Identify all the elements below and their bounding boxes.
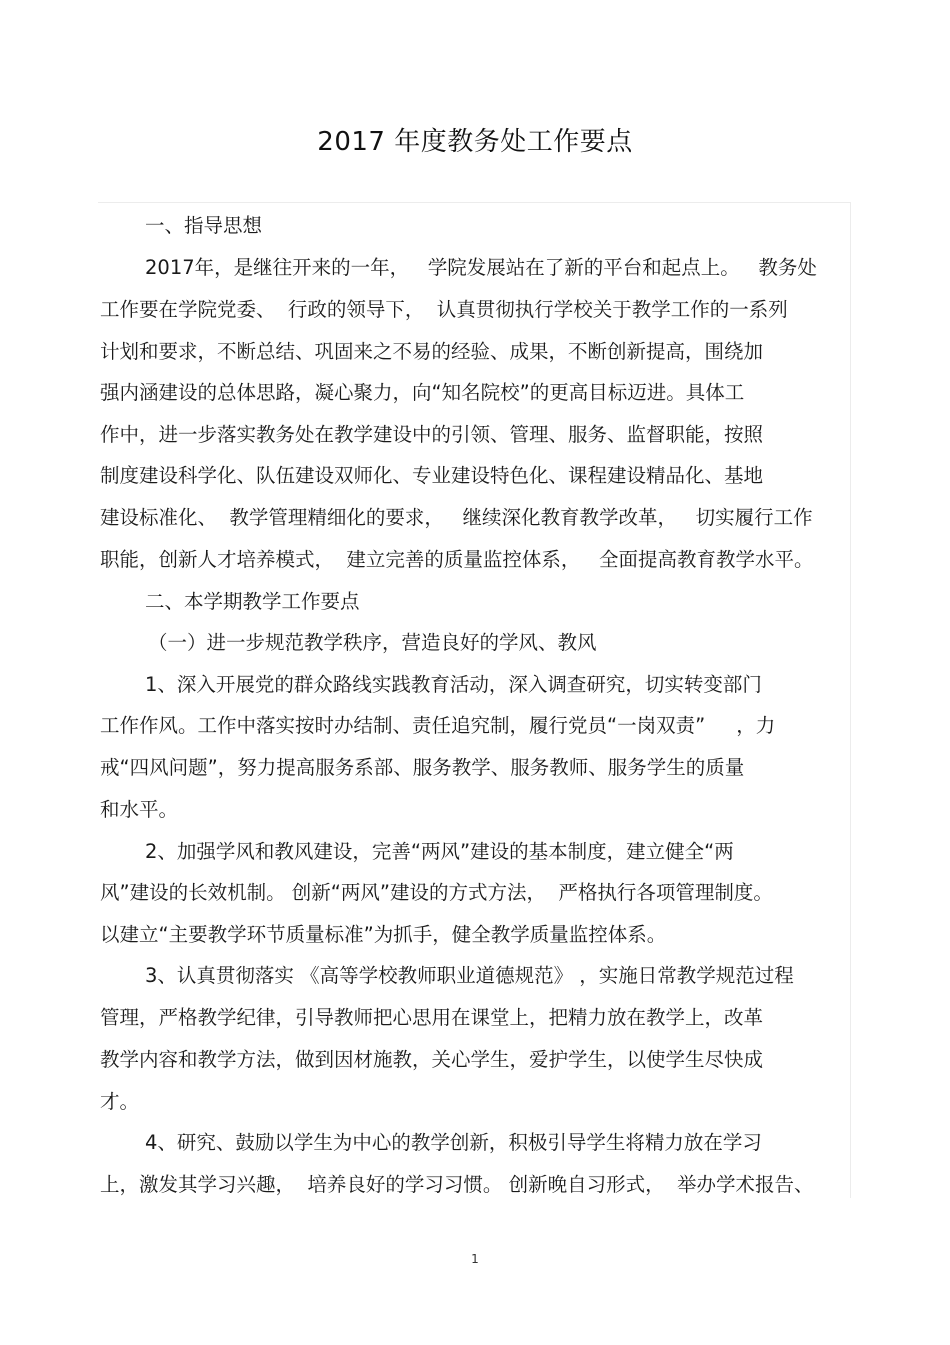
paragraph-line: 工作要在学院党委、 行政的领导下， 认真贯彻执行学校关于教学工作的一系列 xyxy=(100,298,788,321)
paragraph-line: 制度建设科学化、队伍建设双师化、专业建设特色化、课程建设精品化、基地 xyxy=(100,464,764,487)
paragraph-line: 教学内容和教学方法，做到因材施教，关心学生，爱护学生，以使学生尽快成 xyxy=(100,1048,764,1071)
paragraph-line: 2017年，是继往开来的一年， 学院发展站在了新的平台和起点上。 教务处 xyxy=(145,256,817,279)
paragraph-line: 才。 xyxy=(100,1090,140,1113)
paragraph-line: 风”建设的长效机制。 创新“两风”建设的方式方法， 严格执行各项管理制度。 xyxy=(100,881,773,904)
paragraph-line: 作中，进一步落实教务处在教学建设中的引领、管理、服务、监督职能，按照 xyxy=(100,423,764,446)
subsection-heading: （一）进一步规范教学秩序，营造良好的学风、教风 xyxy=(148,631,597,654)
paragraph-line: 1、深入开展党的群众路线实践教育活动，深入调查研究，切实转变部门 xyxy=(145,673,762,696)
document-title: 2017 年度教务处工作要点 xyxy=(317,127,633,157)
paragraph-line: 上，激发其学习兴趣， 培养良好的学习习惯。 创新晚自习形式， 举办学术报告、 xyxy=(100,1173,814,1196)
paragraph-line: 职能，创新人才培养模式， 建立完善的质量监控体系， 全面提高教育教学水平。 xyxy=(100,548,814,571)
paragraph-line: 强内涵建设的总体思路，凝心聚力，向“知名院校”的更高目标迈进。具体工 xyxy=(100,381,745,404)
section-heading-2: 二、本学期教学工作要点 xyxy=(145,590,360,613)
paragraph-line: 以建立“主要教学环节质量标准”为抓手，健全教学质量监控体系。 xyxy=(100,923,667,946)
section-heading-1: 一、指导思想 xyxy=(145,214,263,237)
paragraph-line: 戒“四风问题”，努力提高服务系部、服务教学、服务教师、服务学生的质量 xyxy=(100,756,745,779)
paragraph-line: 4、研究、鼓励以学生为中心的教学创新，积极引导学生将精力放在学习 xyxy=(145,1131,762,1154)
paragraph-line: 管理，严格教学纪律，引导教师把心思用在课堂上，把精力放在教学上，改革 xyxy=(100,1006,764,1029)
paragraph-line: 工作作风。工作中落实按时办结制、责任追究制，履行党员“一岗双责” ，力 xyxy=(100,714,776,737)
paragraph-line: 3、认真贯彻落实 《高等学校教师职业道德规范》 ，实施日常教学规范过程 xyxy=(145,964,794,987)
paragraph-line: 和水平。 xyxy=(100,798,179,821)
page-number: 1 xyxy=(471,1252,479,1266)
paragraph-line: 计划和要求，不断总结、巩固来之不易的经验、成果，不断创新提高，围绕加 xyxy=(100,340,764,363)
paragraph-line: 2、加强学风和教风建设，完善“两风”建设的基本制度，建立健全“两 xyxy=(145,840,734,863)
paragraph-line: 建设标准化、 教学管理精细化的要求， 继续深化教育教学改革， 切实履行工作 xyxy=(100,506,813,529)
